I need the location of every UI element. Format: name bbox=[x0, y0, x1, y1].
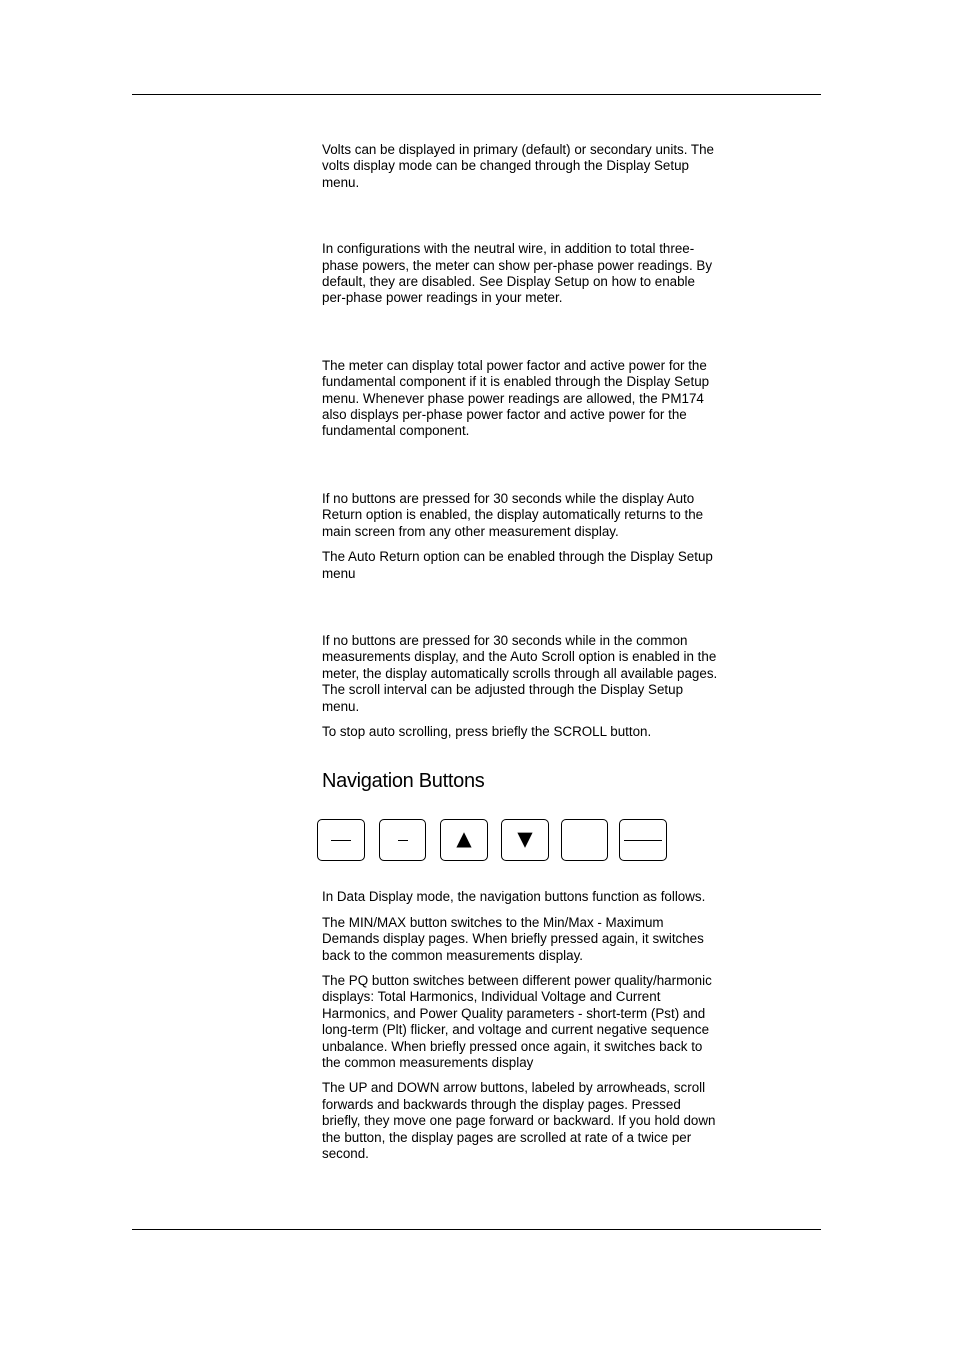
down-button[interactable] bbox=[501, 819, 549, 861]
scroll-button[interactable] bbox=[619, 819, 667, 861]
dash-icon bbox=[398, 840, 408, 841]
auto-return-enable-paragraph: The Auto Return option can be enabled through the Display Setup menu bbox=[322, 549, 713, 581]
up-arrow-icon: ▲ bbox=[451, 824, 477, 855]
minmax-key: MIN/MAX bbox=[348, 914, 407, 930]
minmax-paragraph: The MIN/MAX button switches to the Min/Max - Maximum Demands display pages. When briefly pressed again, it switches back to the common measurements display. bbox=[322, 914, 704, 963]
per-phase-power-paragraph: In configurations with the neutral wire, in addition to total three-phase powers, the meter can show per-phase power readings. By default, they are disabled. See Display Setup on how to enable per-phase power readings in your meter. bbox=[322, 241, 713, 306]
pq-key: PQ bbox=[348, 972, 369, 988]
dash-icon bbox=[624, 840, 662, 841]
down-arrow-icon: ▼ bbox=[512, 824, 538, 855]
down-key: DOWN bbox=[396, 1080, 440, 1096]
footer-rule bbox=[132, 1229, 821, 1230]
enter-button[interactable] bbox=[561, 819, 608, 861]
up-button[interactable] bbox=[440, 819, 488, 861]
auto-return-paragraph: If no buttons are pressed for 30 seconds while the display Auto Return option is enabled, the display automatically returns to the main screen from any other measurement display. bbox=[322, 490, 704, 539]
nav-intro-paragraph: In Data Display mode, the navigation buttons function as follows. bbox=[322, 889, 706, 905]
section-heading: Navigation Buttons bbox=[322, 770, 485, 793]
navigation-buttons-illustration bbox=[317, 809, 722, 889]
header-rule bbox=[132, 94, 821, 95]
pq-paragraph: The PQ button switches between different power quality/harmonic displays: Total Harmonics, Individual Voltage and Current Harmonics, and Power Quality parameters - short-term (Pst) and long-term (Plt) flicker, and voltage and current negative sequence unbalance. When briefly pressed once again, it switches back to the common measurements display bbox=[322, 972, 712, 1070]
min-max-button[interactable] bbox=[317, 819, 365, 861]
stop-scroll-paragraph: To stop auto scrolling, press briefly the SCROLL button. bbox=[322, 723, 652, 739]
dash-icon bbox=[331, 840, 351, 841]
fundamental-component-paragraph: The meter can display total power factor and active power for the fundamental component if it is enabled through the Display Setup menu. Whenever phase power readings are allowed, the PM174 also displays per-phase power factor and active power for the fundamental component. bbox=[322, 357, 710, 439]
up-key: UP bbox=[348, 1080, 368, 1096]
volts-paragraph: Volts can be displayed in primary (default) or secondary units. The volts display mode can be changed through the Display Setup menu. bbox=[322, 142, 715, 190]
up-down-paragraph: The UP and DOWN arrow buttons, labeled by arrowheads, scroll forwards and backwards through the display pages. Pressed briefly, they move one page forward or backward. If you hold down the button, the display pages are scrolled at rate of a twice per second. bbox=[322, 1080, 716, 1162]
auto-scroll-paragraph: If no buttons are pressed for 30 seconds while in the common measurements display, and the Auto Scroll option is enabled in the meter, the display automatically scrolls through all available pages. The scroll interval can be adjusted through the Display Setup menu. bbox=[322, 632, 718, 714]
page-content bbox=[322, 142, 722, 1171]
pq-button[interactable] bbox=[379, 819, 426, 861]
